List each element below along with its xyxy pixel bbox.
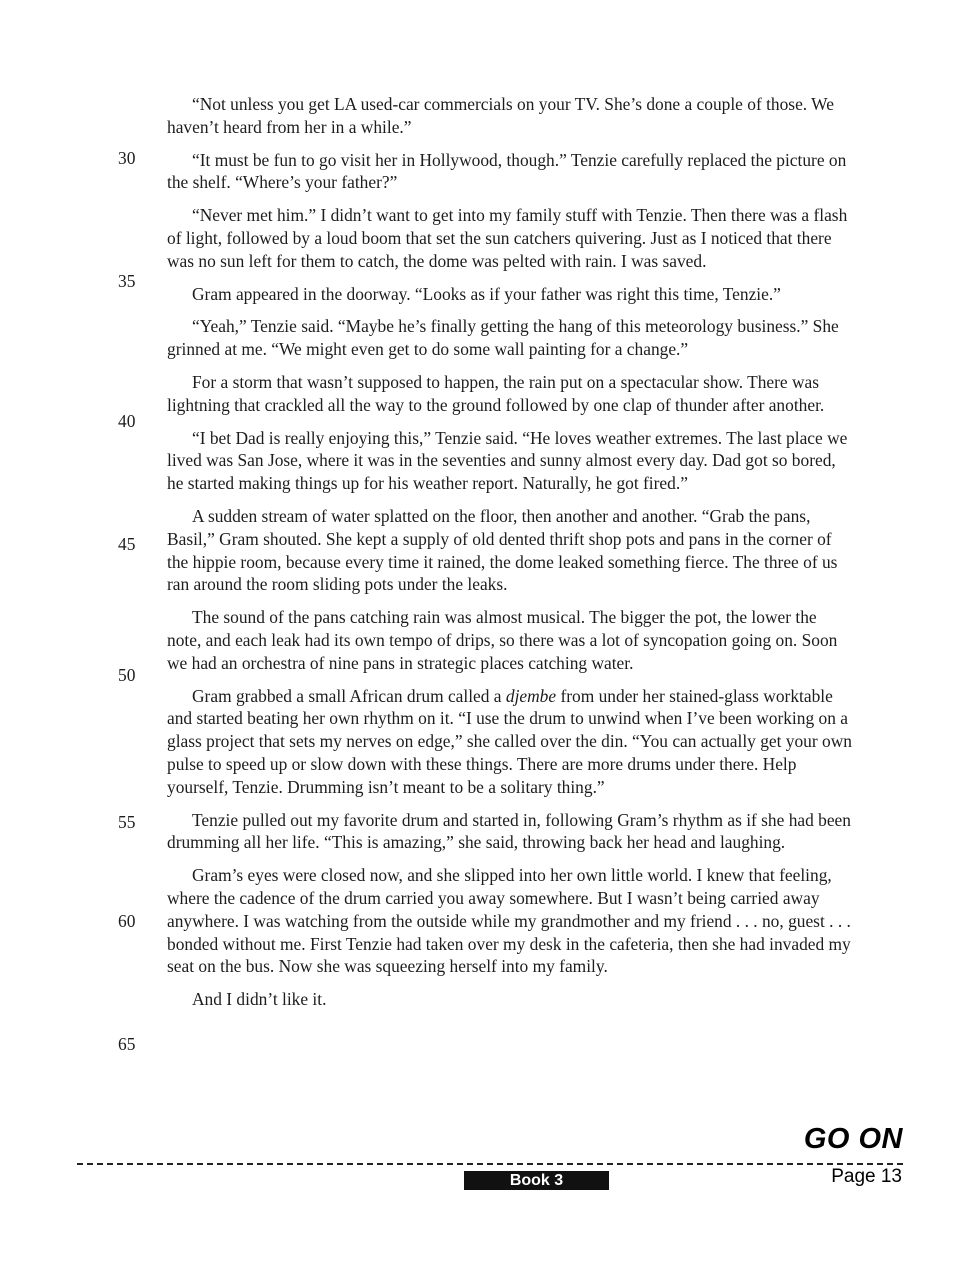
line-number-45: 45 (118, 534, 136, 554)
line-number-55: 55 (118, 812, 136, 832)
line-number-30: 30 (118, 148, 136, 168)
paragraph: And I didn’t like it. (192, 989, 327, 1010)
paragraph: Gram’s eyes were closed now, and she slipped into her own little world. I knew that feeling, where the cadence of the drum carried you away somewhere. But I wasn’t being carried away anywhere. I was watching from the outside while my grandmother and my friend . . . no, guest . . . bonded without me. First Tenzie had taken over my desk in the cafeteria, then she had invaded my seat on the bus. Now she was squeezing herself into my family. (167, 865, 851, 977)
go-on-label: GO ON (803, 1123, 903, 1155)
line-number-40: 40 (118, 411, 136, 431)
paragraph: “Never met him.” I didn’t want to get into my family stuff with Tenzie. Then there was a flash of light, followed by a loud boom that set the sun catchers quivering. Just as I noticed that there was no sun left for them to catch, the dome was pelted with rain. I was saved. (167, 205, 848, 271)
djembe-before: Gram grabbed a small African drum called a (192, 685, 506, 706)
djembe-after: from under her stained-glass worktable and started beating her own rhythm on it. “I use the drum to unwind when I’ve been working on a glass project that sets my nerves on edge,” she called over the din. “You can actually get your own pulse to speed up or slow down with these things. There are more drums under there. Help yourself, Tenzie. Drumming isn’t meant to be a solitary thing.” (167, 685, 852, 797)
paragraph: Tenzie pulled out my favorite drum and started in, following Gram’s rhythm as if she had been drumming all her life. “This is amazing,” she said, throwing back her head and laughing. (167, 809, 851, 853)
line-number-35: 35 (118, 271, 136, 291)
page-number: Page 13 (831, 1166, 902, 1187)
line-number-65: 65 (118, 1034, 136, 1054)
passage-text (167, 93, 855, 1021)
line-number-60: 60 (118, 911, 136, 931)
line-number-50: 50 (118, 665, 136, 685)
paragraph: “Not unless you get LA used-car commercials on your TV. She’s done a couple of those. We haven’t heard from her in a while.” (167, 94, 834, 137)
paragraph: The sound of the pans catching rain was almost musical. The bigger the pot, the lower the note, and each leak had its own tempo of drips, so there was a lot of syncopation going on. Soon we had an orchestra of nine pans in strategic places catching water. (167, 607, 838, 673)
book-label: Book 3 (464, 1171, 609, 1190)
paragraph: For a storm that wasn’t supposed to happen, the rain put on a spectacular show. There was lightning that crackled all the way to the ground followed by one clap of thunder after another. (167, 371, 825, 415)
paragraph: “It must be fun to go visit her in Hollywood, though.” Tenzie carefully replaced the picture on the shelf. “Where’s your father?” (167, 149, 847, 193)
paragraph: A sudden stream of water splatted on the floor, then another and another. “Grab the pans, Basil,” Gram shouted. She kept a supply of old dented thrift shop pots and pans in the corner of the hippie room, because every time it rained, the dome leaked something fierce. The three of us ran around the room sliding pots under the leaks. (167, 505, 838, 595)
paragraph: Gram appeared in the doorway. “Looks as if your father was right this time, Tenzie.” (192, 283, 781, 304)
dashed-divider (77, 1163, 903, 1165)
paragraph: “Yeah,” Tenzie said. “Maybe he’s finally getting the hang of this meteorology business.” She grinned at me. “We might even get to do some wall painting for a change.” (167, 316, 839, 360)
djembe-word: djembe (505, 685, 557, 706)
paragraph-djembe (167, 685, 855, 799)
paragraph: “I bet Dad is really enjoying this,” Tenzie said. “He loves weather extremes. The last place we lived was San Jose, where it was in the seventies and sunny almost every day. Dad got so bored, he started making things up for his weather report. Naturally, he got fired.” (167, 427, 848, 494)
